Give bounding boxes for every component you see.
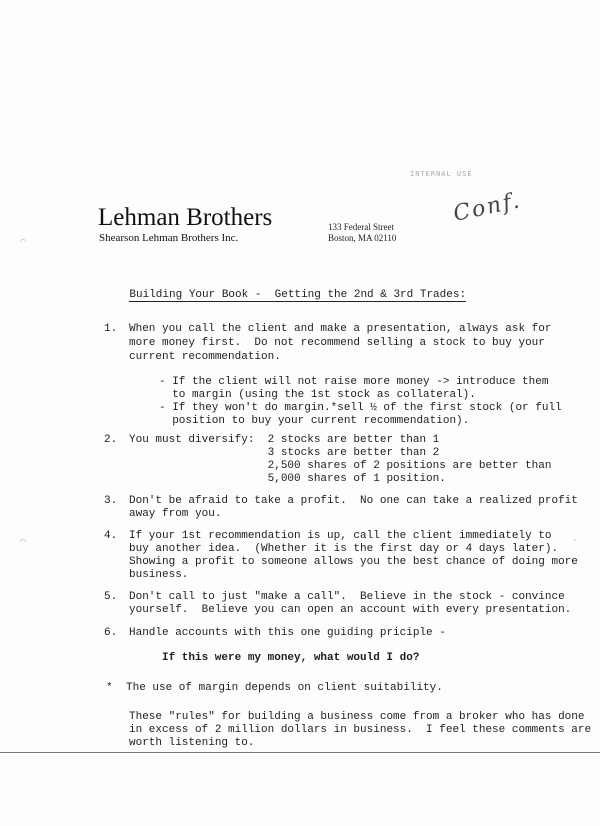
document-title	[103, 277, 466, 313]
item-bullet: - If they won't do margin.*sell ½ of the first stock (or full	[159, 402, 562, 414]
closing-line: These "rules" for building a business come from a broker who has done	[129, 711, 585, 723]
item-line: Don't be afraid to take a profit. No one can take a realized profit	[129, 495, 578, 507]
item-line: 2,500 shares of 2 positions are better than	[129, 460, 552, 472]
item-bullet: to margin (using the 1st stock as collateral).	[159, 389, 476, 401]
item-line: You must diversify: 2 stocks are better than 1	[129, 434, 440, 446]
item-line: Don't call to just "make a call". Believe in the stock - convince	[129, 591, 565, 603]
item-number: 3.	[104, 495, 118, 507]
address-line-2: Boston, MA 02110	[328, 233, 397, 243]
closing-line: in excess of 2 million dollars in business. I feel these comments are	[129, 724, 592, 736]
item-number: 5.	[104, 591, 118, 603]
item-line: Handle accounts with this one guiding priciple -	[129, 627, 446, 639]
letterhead-logo	[98, 205, 272, 245]
address-line-1: 133 Federal Street	[328, 222, 394, 232]
faint-stamp: INTERNAL USE	[410, 170, 473, 178]
item-line: away from you.	[129, 508, 222, 520]
item-line: When you call the client and make a presentation, always ask for	[129, 323, 552, 335]
item-line: business.	[129, 569, 189, 581]
item-bullet: - If the client will not raise more money -> introduce them	[159, 376, 549, 388]
letterhead-address	[328, 222, 396, 244]
item-line: more money first. Do not recommend selling a stock to buy your	[129, 337, 545, 349]
item-line: 5,000 shares of 1 position.	[129, 473, 446, 485]
item-line: 3 stocks are better than 2	[129, 447, 440, 459]
subsidiary-name: Shearson Lehman Brothers Inc.	[99, 232, 239, 244]
item-line: If your 1st recommendation is up, call the client immediately to	[129, 530, 552, 542]
item-line: buy another idea. (Whether it is the first day or 4 days later).	[129, 543, 559, 555]
document-title-text: Building Your Book - Getting the 2nd & 3rd Trades:	[129, 289, 467, 301]
scan-mark-left: ⌒	[20, 237, 27, 248]
item-line: current recommendation.	[129, 351, 281, 363]
item-line: yourself. Believe you can open an account with every presentation.	[129, 604, 572, 616]
item-number: 6.	[104, 627, 118, 639]
handwritten-note: Conf.	[451, 188, 524, 227]
item-line: Showing a profit to someone allows you the best chance of doing more	[129, 556, 578, 568]
page-edge-line	[0, 752, 600, 753]
footnote-text: The use of margin depends on client suitability.	[126, 682, 443, 694]
guiding-principle-text: If this were my money, what would I do?	[162, 652, 420, 664]
item-bullet: position to buy your current recommendation).	[159, 415, 470, 427]
footnote-marker: *	[106, 682, 113, 694]
company-name: Lehman Brothers	[98, 204, 273, 231]
closing-line: worth listening to.	[129, 737, 255, 749]
item-number: 4.	[104, 530, 118, 542]
scan-mark-left: ⌒	[20, 537, 27, 548]
item-number: 1.	[104, 323, 118, 335]
scan-mark-right: ·	[572, 536, 579, 547]
item-number: 2.	[104, 434, 118, 446]
